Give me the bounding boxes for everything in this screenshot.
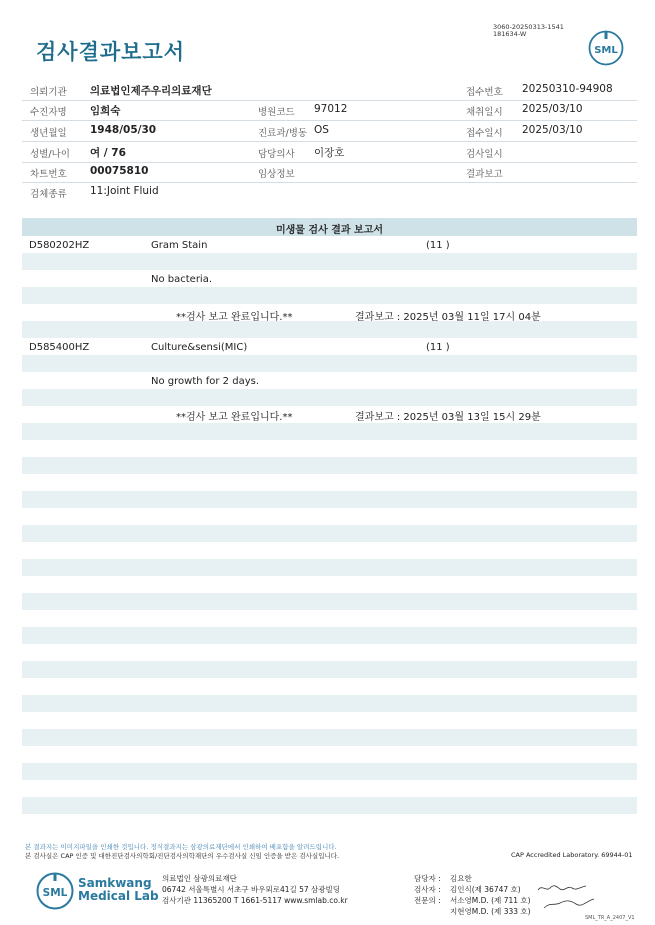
company-name-line2: Medical Lab xyxy=(78,889,159,903)
info-value: 00075810 xyxy=(90,165,149,177)
staff-name: 김요한 xyxy=(450,874,472,883)
stripe-row xyxy=(22,321,637,338)
page-title: 검사결과보고서 xyxy=(36,40,186,64)
info-row xyxy=(22,100,637,121)
stripe-row xyxy=(22,661,637,678)
info-label: 생년월일 xyxy=(30,128,67,139)
footer-note-certification: 본 검사실은 CAP 인증 및 대한진단검사의학회/진단검사의학재단의 우수검사실 신임 인증을 받은 검사실입니다. xyxy=(25,852,340,860)
test-complete-note: **검사 보고 완료입니다.** xyxy=(176,412,293,423)
company-name-logo xyxy=(78,877,159,903)
info-value: 2025/03/10 xyxy=(522,103,583,115)
info-value: OS xyxy=(314,124,329,136)
stripe-row xyxy=(22,593,637,610)
test-name: Culture&sensi(MIC) xyxy=(151,342,248,353)
test-result: No bacteria. xyxy=(151,274,213,285)
staff-name: 지현영M.D. (제 333 호) xyxy=(450,907,531,916)
info-label: 채취일시 xyxy=(466,107,503,118)
stripe-row xyxy=(22,287,637,304)
test-result: No growth for 2 days. xyxy=(151,376,260,387)
staff-role: 전문의 : xyxy=(414,896,441,905)
info-value: 1948/05/30 xyxy=(90,124,157,136)
staff-name: 김인식(제 36747 호) xyxy=(450,885,521,894)
stripe-row xyxy=(22,525,637,542)
test-name: Gram Stain xyxy=(151,240,208,251)
document-id-line1: 3060-20250313-1541 xyxy=(493,23,564,31)
logo-text: SML xyxy=(42,887,68,899)
info-label: 담당의사 xyxy=(258,149,295,160)
stripe-row xyxy=(22,763,637,780)
info-value: 11:Joint Fluid xyxy=(90,185,159,197)
info-label: 결과보고 xyxy=(466,169,503,180)
lab-address-block xyxy=(162,873,348,906)
document-id-line2: 181634-W xyxy=(493,30,527,38)
info-value: 97012 xyxy=(314,103,348,115)
lab-address: 06742 서울특별시 서초구 바우뫼로41길 57 삼광빌딩 xyxy=(162,885,341,894)
lab-contact: 검사기관 11365200 T 1661-5117 www.smlab.co.kr xyxy=(162,896,348,905)
info-label: 검사일시 xyxy=(466,149,503,160)
info-value: 20250310-94908 xyxy=(522,83,613,95)
info-label: 임상정보 xyxy=(258,169,295,180)
stripe-row xyxy=(22,457,637,474)
staff-role: 담당자 : xyxy=(414,874,441,883)
logo-text: SML xyxy=(594,45,618,56)
info-row xyxy=(22,142,637,163)
info-value: 이장호 xyxy=(314,147,345,159)
sml-logo-icon xyxy=(588,30,624,66)
stripe-row xyxy=(22,729,637,746)
info-value: 2025/03/10 xyxy=(522,124,583,136)
info-value: 임희숙 xyxy=(90,105,121,117)
stripe-row xyxy=(22,423,637,440)
sml-logo-icon xyxy=(36,872,74,910)
staff-roles xyxy=(414,873,441,906)
test-complete-note: **검사 보고 완료입니다.** xyxy=(176,312,293,323)
signature-icon xyxy=(536,882,598,912)
document-id xyxy=(493,24,564,38)
staff-names xyxy=(450,873,531,917)
stripe-row xyxy=(22,627,637,644)
company-name-line1: Samkwang xyxy=(78,876,152,890)
info-label: 병원코드 xyxy=(258,107,295,118)
stripe-row xyxy=(22,253,637,270)
info-label: 접수번호 xyxy=(466,87,503,98)
stripe-row xyxy=(22,797,637,814)
test-report-time: 결과보고 : 2025년 03월 11일 17시 04분 xyxy=(355,312,541,323)
section-title: 미생물 검사 결과 보고서 xyxy=(275,225,384,236)
staff-name: 서소영M.D. (제 711 호) xyxy=(450,896,531,905)
stripe-row xyxy=(22,559,637,576)
info-label: 진료과/병동 xyxy=(258,128,308,139)
staff-role: 검사자 : xyxy=(414,885,441,894)
lab-organization: 의료법인 삼광의료재단 xyxy=(162,874,237,883)
test-report-time: 결과보고 : 2025년 03월 13일 15시 29분 xyxy=(355,412,541,423)
test-code: D580202HZ xyxy=(29,240,90,251)
info-label: 성별/나이 xyxy=(30,149,70,160)
info-label: 의뢰기관 xyxy=(30,87,67,98)
info-label: 차트번호 xyxy=(30,169,67,180)
info-value: 여 / 76 xyxy=(90,147,126,159)
test-specimen: (11 ) xyxy=(426,342,450,353)
info-row xyxy=(22,162,637,183)
stripe-row xyxy=(22,355,637,372)
info-row xyxy=(22,121,637,142)
form-code: SML_TR_A_2407_V1 xyxy=(585,915,635,921)
info-label: 검체종류 xyxy=(30,189,67,200)
footer-note-print: 본 결과지는 이미지파일을 인쇄한 것입니다. 정식결과지는 삼광의료재단에서 인쇄하여 배포함을 알려드립니다. xyxy=(25,843,337,851)
stripe-row xyxy=(22,491,637,508)
test-specimen: (11 ) xyxy=(426,240,450,251)
info-row xyxy=(22,80,637,101)
stripe-row xyxy=(22,695,637,712)
info-value: 의료법인제주우리의료재단 xyxy=(90,85,212,97)
info-label: 접수일시 xyxy=(466,128,503,139)
stripe-row xyxy=(22,389,637,406)
test-code: D585400HZ xyxy=(29,342,90,353)
info-label: 수진자명 xyxy=(30,107,67,118)
info-row xyxy=(22,182,637,202)
cap-accreditation: CAP Accredited Laboratory. 69944-01 xyxy=(511,851,633,859)
